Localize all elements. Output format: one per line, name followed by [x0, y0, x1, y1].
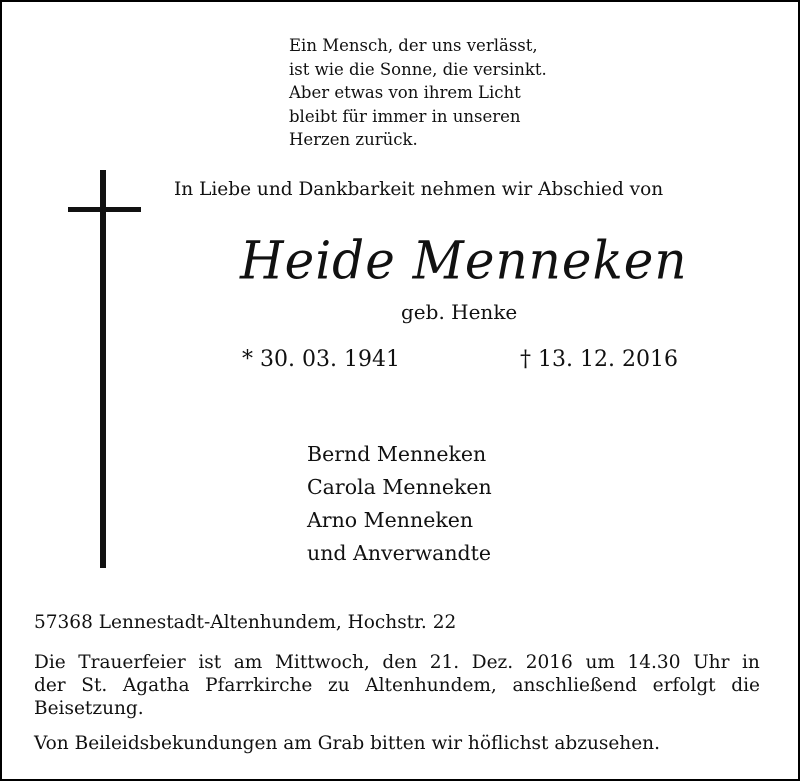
word: Altenhundem, [365, 675, 497, 696]
word: Agatha [122, 675, 190, 696]
word: Pfarrkirche [205, 675, 313, 696]
service-line-3: Beisetzung. [34, 698, 144, 719]
service-line-1 [34, 651, 760, 674]
poem-line: Ein Mensch, der uns verlässt, [289, 36, 538, 55]
poem-line: Herzen zurück. [289, 130, 418, 149]
mourners-list [307, 438, 492, 570]
poem [289, 34, 547, 152]
word: die [731, 675, 760, 696]
word: 2016 [525, 652, 573, 673]
family-address: 57368 Lennestadt-Altenhundem, Hochstr. 22 [34, 612, 457, 633]
word: erfolgt [652, 675, 716, 696]
word: den [382, 652, 418, 673]
poem-line: Aber etwas von ihrem Licht [289, 83, 521, 102]
word: ist [198, 652, 222, 673]
word: zu [327, 675, 350, 696]
word: 21. [429, 652, 460, 673]
word: am [233, 652, 263, 673]
word: 14.30 [627, 652, 681, 673]
service-line-2 [34, 674, 760, 697]
word: der [34, 675, 66, 696]
word: um [585, 652, 615, 673]
word: Dez. [471, 652, 514, 673]
deceased-name: Heide Menneken [240, 230, 688, 291]
word: Trauerfeier [78, 652, 186, 673]
word: Uhr [693, 652, 730, 673]
poem-line: bleibt für immer in unseren [289, 106, 521, 126]
word: Mittwoch, [274, 652, 370, 673]
cross-icon [100, 170, 106, 568]
farewell-intro: In Liebe und Dankbarkeit nehmen wir Abschied von [174, 179, 664, 200]
word: St. [81, 675, 108, 696]
word: anschließend [512, 675, 638, 696]
word: Die [34, 652, 66, 673]
death-date: † 13. 12. 2016 [520, 347, 678, 372]
funeral-service-text [34, 651, 760, 720]
mourner-name: Carola Menneken [307, 475, 492, 499]
maiden-name: geb. Henke [401, 300, 518, 324]
condolence-request: Von Beileidsbekundungen am Grab bitten wir höflichst abzusehen. [34, 733, 660, 754]
poem-line: ist wie die Sonne, die versinkt. [289, 59, 547, 79]
birth-date: * 30. 03. 1941 [242, 347, 400, 372]
word: in [742, 652, 760, 673]
mourner-name: und Anverwandte [307, 541, 492, 565]
mourner-name: Arno Menneken [307, 508, 474, 532]
mourner-name: Bernd Menneken [307, 442, 487, 466]
cross-icon-bar [68, 207, 141, 212]
